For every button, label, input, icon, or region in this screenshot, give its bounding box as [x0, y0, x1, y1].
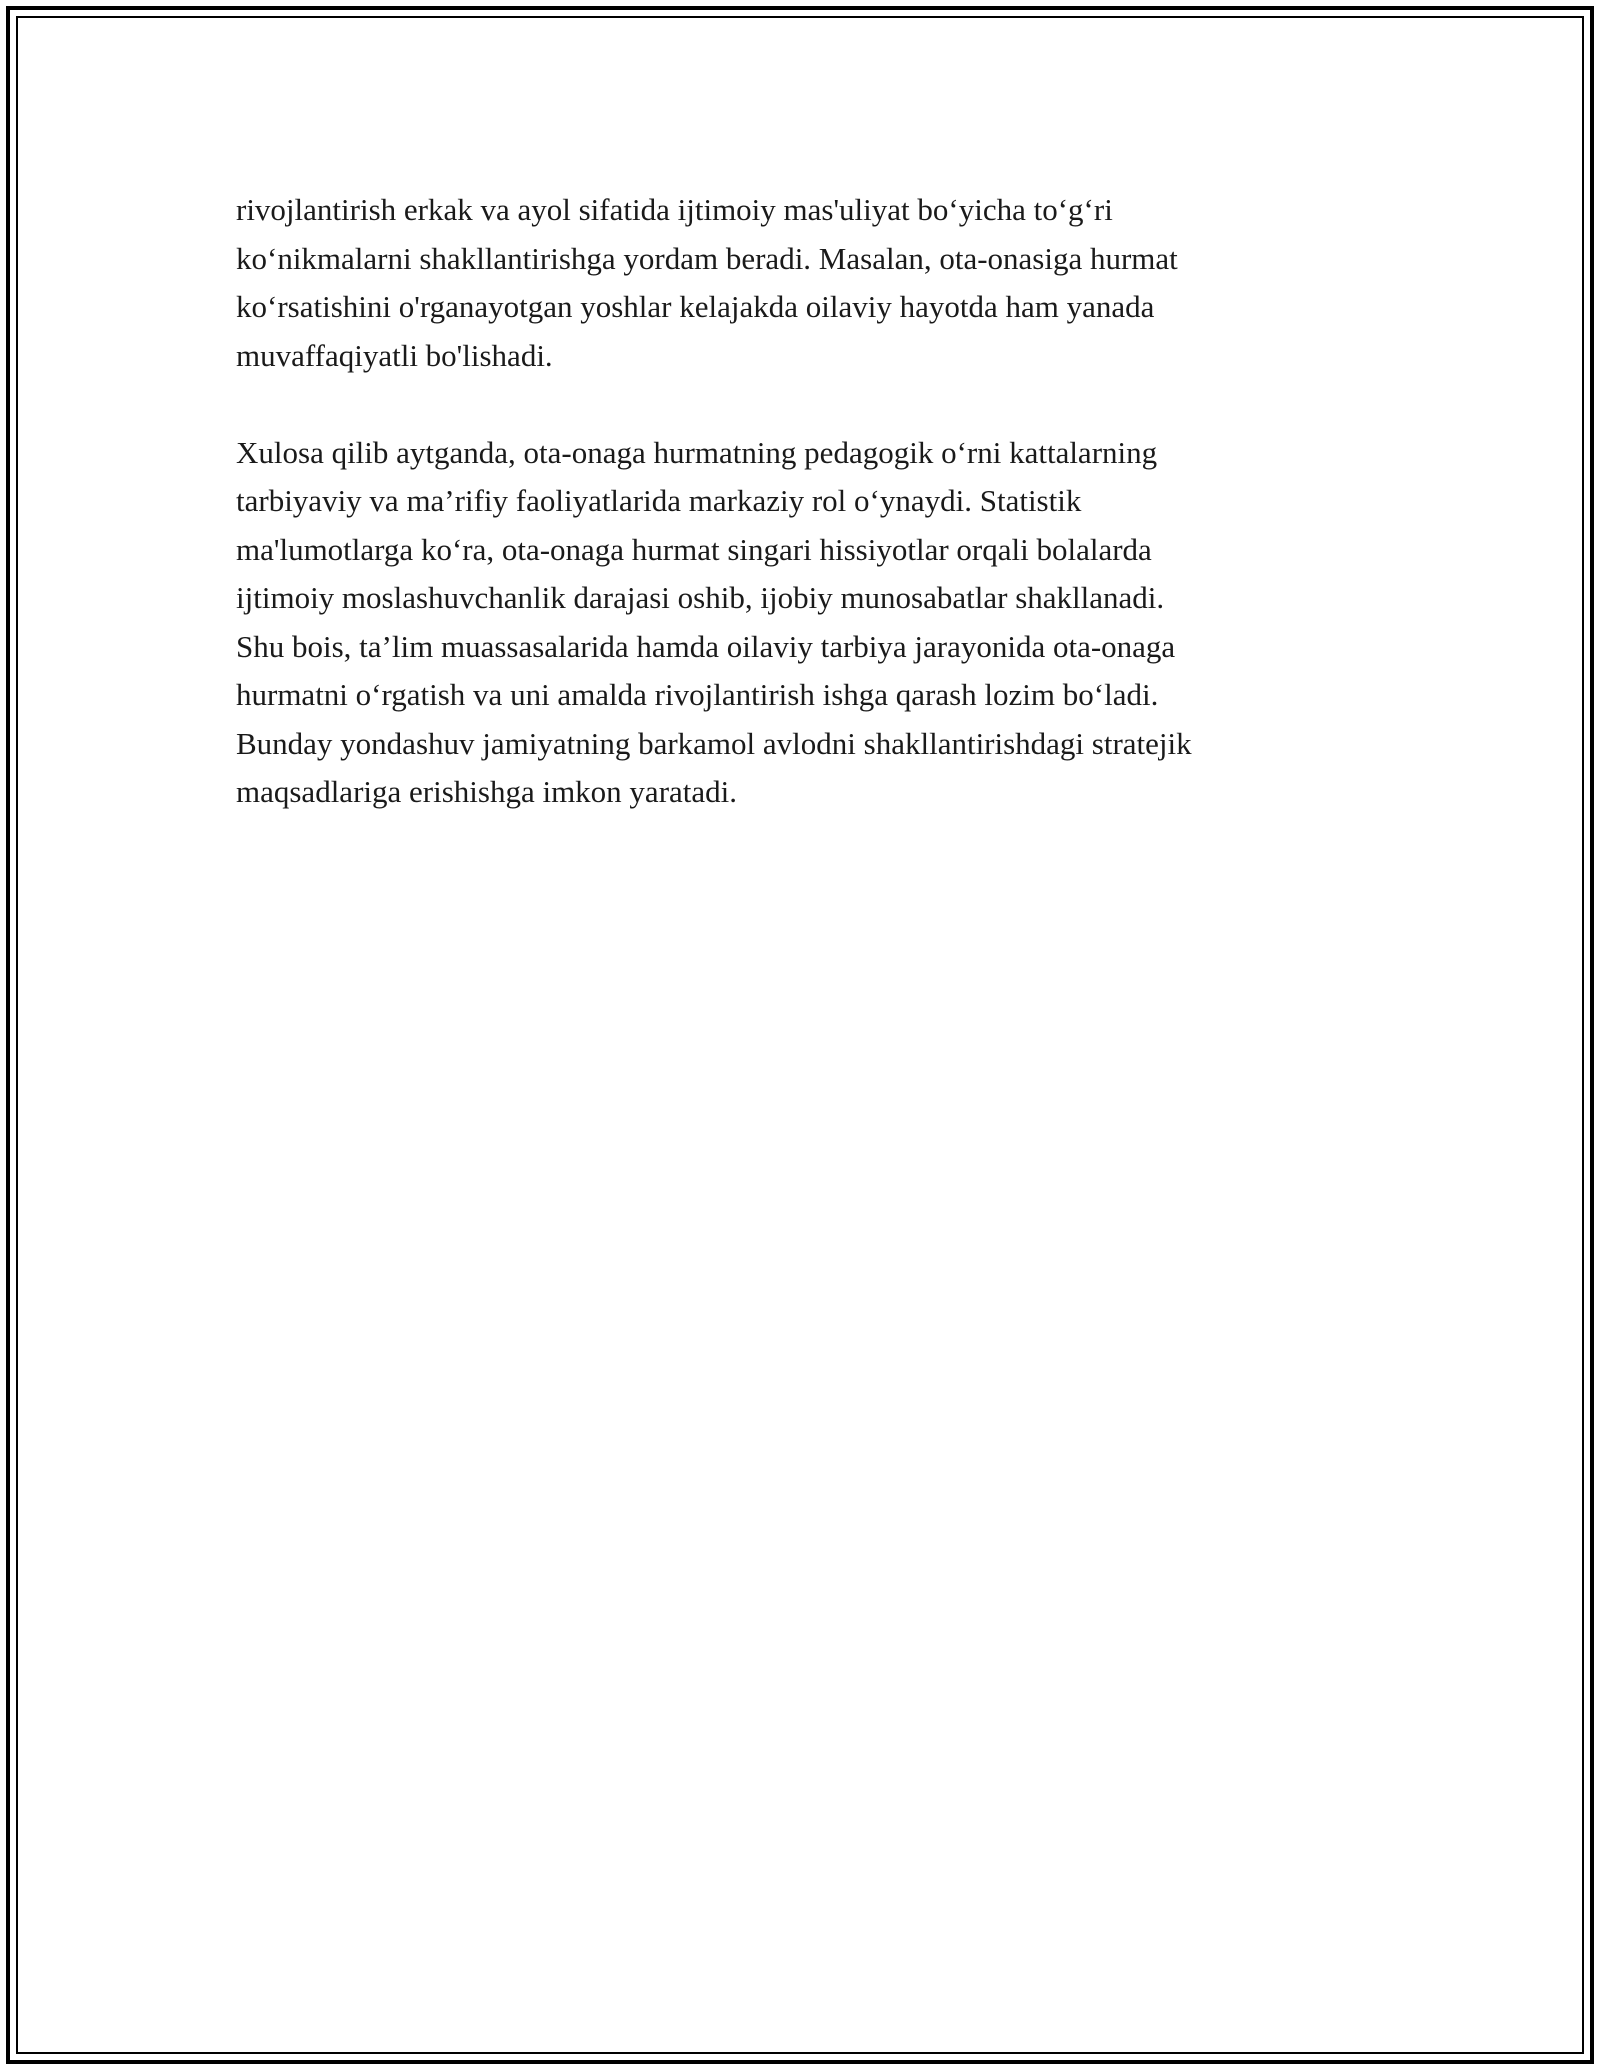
paragraph-spacer	[236, 380, 1416, 429]
paragraph-line: ko‘rsatishini o'rganayotgan yoshlar kelajakda oilaviy hayotda ham yanada	[236, 289, 1155, 324]
paragraph-line: rivojlantirish erkak va ayol sifatida ijtimoiy mas'uliyat bo‘yicha to‘g‘ri	[236, 192, 1113, 227]
page-content	[236, 186, 1416, 817]
paragraph-line: muvaffaqiyatli bo'lishadi.	[236, 337, 553, 373]
paragraph-line: hurmatni o‘rgatish va uni amalda rivojlantirish ishga qarash lozim bo‘ladi.	[236, 677, 1159, 712]
paragraph-line: Xulosa qilib aytganda, ota-onaga hurmatning pedagogik o‘rni kattalarning	[236, 434, 1158, 470]
paragraph-line: ma'lumotlarga ko‘ra, ota-onaga hurmat singari hissiyotlar orqali bolalarda	[236, 531, 1152, 567]
paragraph-line: maqsadlariga erishishga imkon yaratadi.	[236, 774, 738, 809]
paragraph-line: Shu bois, ta’lim muassasalarida hamda oilaviy tarbiya jarayonida ota-onaga	[236, 628, 1176, 664]
paragraph-line: ijtimoiy moslashuvchanlik darajasi oshib, ijobiy munosabatlar shakllanadi.	[236, 580, 1165, 615]
paragraph-line: Bunday yondashuv jamiyatning barkamol avlodni shakllantirishdagi stratejik	[236, 725, 1192, 761]
paragraph-1	[236, 186, 1416, 380]
paragraph-line: ko‘nikmalarni shakllantirishga yordam beradi. Masalan, ota-onasiga hurmat	[236, 240, 1178, 276]
paragraph-line: tarbiyaviy va ma’rifiy faoliyatlarida markaziy rol o‘ynaydi. Statistik	[236, 483, 1082, 518]
paragraph-2	[236, 429, 1416, 817]
